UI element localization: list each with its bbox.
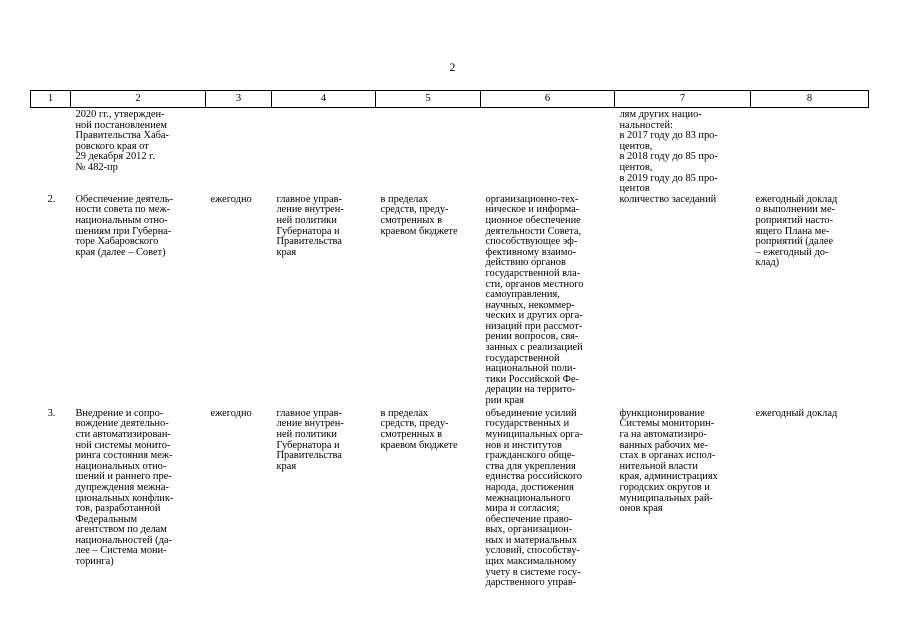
cell-text-line: главное управ- — [276, 407, 342, 419]
cell-text-line: организационно-тех- — [485, 193, 579, 205]
cell-text-line: краевом бюджете — [380, 439, 458, 451]
cell-text-line: Федеральным — [75, 513, 138, 525]
cell-text-line: рении вопросов, свя- — [485, 331, 579, 343]
cell-text-line: ническое и информа- — [485, 204, 580, 216]
cell-text-line: ности совета по меж- — [75, 204, 171, 216]
cell-text-line: центов, — [619, 140, 653, 152]
cell-text-line: края — [276, 460, 297, 472]
cont-cell-funding — [376, 108, 481, 195]
header-cell-4: 4 — [272, 91, 376, 108]
cell-text-line: вых, организацион- — [485, 524, 573, 536]
cell-text-line: ежегодно — [210, 193, 252, 205]
cell-text-line: условий, способству- — [485, 545, 580, 557]
cell-text-line: роприятий (далее — [755, 236, 834, 248]
cell-text-line: в пределах — [380, 407, 429, 419]
cell-text-line: края — [276, 246, 297, 258]
cell-text-line: учету в системе госу- — [485, 566, 581, 578]
cell-text-line: ление внутрен- — [276, 204, 344, 216]
cell-text-line: дупреждения межна- — [75, 481, 169, 493]
cell-text-line: в 2017 году до 83 про- — [619, 130, 718, 142]
cell-text-line: мира и согласия; — [485, 503, 560, 515]
cell-text-line: городских округов и — [619, 481, 710, 493]
cell-text-line: ной системы монито- — [75, 439, 171, 451]
cell-text-line: в пределах — [380, 193, 429, 205]
table-row-3 — [31, 409, 869, 609]
cell-text-line: онов края — [619, 503, 663, 515]
cell-text-line: – ежегодный до- — [755, 246, 829, 258]
cell-text-line: краевом бюджете — [380, 225, 458, 237]
cell-text-line: межнационального — [485, 492, 571, 504]
cont-cell-num — [31, 108, 71, 195]
cell-text-line: агентством по делам — [75, 524, 167, 536]
cell-text-line: национальностей (да- — [75, 534, 172, 546]
cell-text-line: национальных отно- — [75, 460, 167, 472]
cell-text-line: самоуправления, — [485, 289, 560, 301]
cell-text-line: сти автоматизирован- — [75, 428, 171, 440]
expected-result-cell — [481, 409, 615, 609]
cell-text-line: торе Хабаровского — [75, 236, 159, 248]
executor-cell — [272, 195, 376, 409]
cell-text-line: ежегодный доклад — [755, 193, 838, 205]
cell-text-line: 2020 гг., утвержден- — [75, 109, 165, 120]
cell-text-line: функционирование — [619, 407, 705, 419]
header-cell-8: 8 — [751, 91, 869, 108]
cell-text-line: тов, разработанной — [75, 503, 161, 515]
cell-text-line: действию органов — [485, 257, 566, 269]
indicator-cell — [615, 195, 751, 409]
cell-text-line: о выполнении ме- — [755, 204, 836, 216]
executor-cell — [272, 409, 376, 609]
page-number: 2 — [449, 60, 456, 74]
indicator-cell — [615, 409, 751, 609]
table-header-row — [31, 91, 869, 108]
cell-text-line: научных, некоммер- — [485, 299, 575, 311]
cell-text-line: обеспечение право- — [485, 513, 573, 525]
cell-text-line: центов, — [619, 161, 653, 173]
cell-text-line: ства для укрепления — [485, 460, 576, 472]
report-form-cell — [751, 195, 869, 409]
cell-text-line: государственной вла- — [485, 267, 581, 279]
cell-text-line: гражданского обще- — [485, 450, 575, 462]
cell-text-line: торинга) — [75, 556, 114, 568]
cell-text-line: Правительства — [276, 450, 342, 462]
cell-text-line: Правительства Хаба- — [75, 130, 169, 142]
cell-text-line: тики Российской Фе- — [485, 373, 579, 385]
header-cell-3: 3 — [206, 91, 272, 108]
cell-text-line: ринга состояния меж- — [75, 450, 173, 462]
cell-text-line: государственной — [485, 352, 560, 364]
cell-text-line: центов — [619, 183, 650, 195]
row-number: 3. — [47, 407, 56, 419]
cont-cell-result — [481, 108, 615, 195]
plan-table — [30, 90, 869, 609]
cont-cell-term — [206, 108, 272, 195]
cont-cell-report — [751, 108, 869, 195]
expected-result-cell — [481, 195, 615, 409]
cell-text-line: ежегодный доклад — [755, 407, 838, 419]
cell-text-line: щих максимальному — [485, 556, 577, 568]
cell-text-line: стах в органах испол- — [619, 450, 716, 462]
cell-text-line: национальным отно- — [75, 214, 168, 226]
cont-cell-executor — [272, 108, 376, 195]
cell-text-line: в 2018 году до 85 про- — [619, 151, 718, 163]
cell-text-line: га на автоматизиро- — [619, 428, 707, 440]
continuation-row — [31, 108, 869, 195]
cell-text-line: деятельности Совета, — [485, 225, 582, 237]
cell-text-line: нов и институтов — [485, 439, 562, 451]
cell-text-line: Системы мониторин- — [619, 418, 715, 430]
cell-text-line: № 482-пр — [75, 161, 118, 173]
row-number: 2. — [47, 193, 56, 205]
cont-cell-document — [71, 108, 206, 195]
header-cell-7: 7 — [615, 91, 751, 108]
cell-text-line: края, администрациях — [619, 471, 718, 483]
cell-text-line: ней политики — [276, 428, 337, 440]
cell-text-line: ящего Плана ме- — [755, 225, 830, 237]
cell-text-line: смотренных в — [380, 214, 443, 226]
cell-text-line: смотренных в — [380, 428, 443, 440]
cell-text-line: дерации на террито- — [485, 384, 576, 396]
cell-text-line: Губернатора и — [276, 439, 340, 451]
event-name-cell — [71, 409, 206, 609]
cell-text-line: муниципальных орга- — [485, 428, 583, 440]
cell-text-line: Правительства — [276, 236, 342, 248]
cell-text-line: ровского края от — [75, 140, 149, 152]
cell-text-line: средств, преду- — [380, 204, 449, 216]
cell-text-line: народа, достижения — [485, 481, 574, 493]
cell-text-line: ванных рабочих ме- — [619, 439, 709, 451]
cell-text-line: фективному взаимо- — [485, 246, 577, 258]
cell-text-line: лям других нацио- — [619, 109, 702, 120]
cell-text-line: рии края — [485, 395, 525, 407]
cont-cell-indicator — [615, 108, 751, 195]
event-name-cell — [71, 195, 206, 409]
cell-text-line: 29 декабря 2012 г. — [75, 151, 155, 163]
cell-text-line: в 2019 году до 85 про- — [619, 172, 718, 184]
cell-text-line: национальной поли- — [485, 363, 576, 375]
cell-text-line: Внедрение и сопро- — [75, 407, 164, 419]
cell-text-line: ционное обеспечение — [485, 214, 581, 226]
cell-text-line: Обеспечение деятель- — [75, 193, 173, 205]
cell-text-line: роприятий насто- — [755, 214, 834, 226]
cell-text-line: вождение деятельно- — [75, 418, 169, 430]
cell-text-line: лее – Система мони- — [75, 545, 167, 557]
cell-text-line: нительной власти — [619, 460, 698, 472]
cell-text-line: нальностей: — [619, 119, 673, 131]
header-cell-6: 6 — [481, 91, 615, 108]
cell-text-line: государственных и — [485, 418, 570, 430]
cell-text-line: ление внутрен- — [276, 418, 344, 430]
cell-text-line: ческих и других орга- — [485, 310, 583, 322]
cell-text-line: сти, органов местного — [485, 278, 584, 290]
cell-text-line: шениям при Губерна- — [75, 225, 172, 237]
term-cell — [206, 409, 272, 609]
cell-text-line: Губернатора и — [276, 225, 340, 237]
cell-text-line: ных и материальных — [485, 534, 578, 546]
header-cell-1: 1 — [31, 91, 71, 108]
cell-text-line: занных с реализацией — [485, 342, 583, 354]
cell-text-line: способствующее эф- — [485, 236, 578, 248]
cell-text-line: низаций при рассмот- — [485, 320, 583, 332]
cell-text-line: ной постановлением — [75, 119, 167, 131]
table-row-2 — [31, 195, 869, 409]
cell-text-line: средств, преду- — [380, 418, 449, 430]
cell-text-line: объединение усилий — [485, 407, 577, 419]
header-cell-2: 2 — [71, 91, 206, 108]
cell-text-line: количество заседаний — [619, 193, 717, 205]
cell-text-line: ежегодно — [210, 407, 252, 419]
cell-text-line: края (далее – Совет) — [75, 246, 166, 258]
cell-text-line: единства российского — [485, 471, 583, 483]
cell-text-line: дарственного управ- — [485, 577, 577, 589]
funding-cell — [376, 409, 481, 609]
funding-cell — [376, 195, 481, 409]
cell-text-line: клад) — [755, 257, 780, 269]
cell-text-line: циональных конфлик- — [75, 492, 174, 504]
cell-text-line: шений и раннего пре- — [75, 471, 172, 483]
header-cell-5: 5 — [376, 91, 481, 108]
cell-text-line: муниципальных рай- — [619, 492, 713, 504]
report-form-cell — [751, 409, 869, 609]
term-cell — [206, 195, 272, 409]
cell-text-line: ней политики — [276, 214, 337, 226]
cell-text-line: главное управ- — [276, 193, 342, 205]
